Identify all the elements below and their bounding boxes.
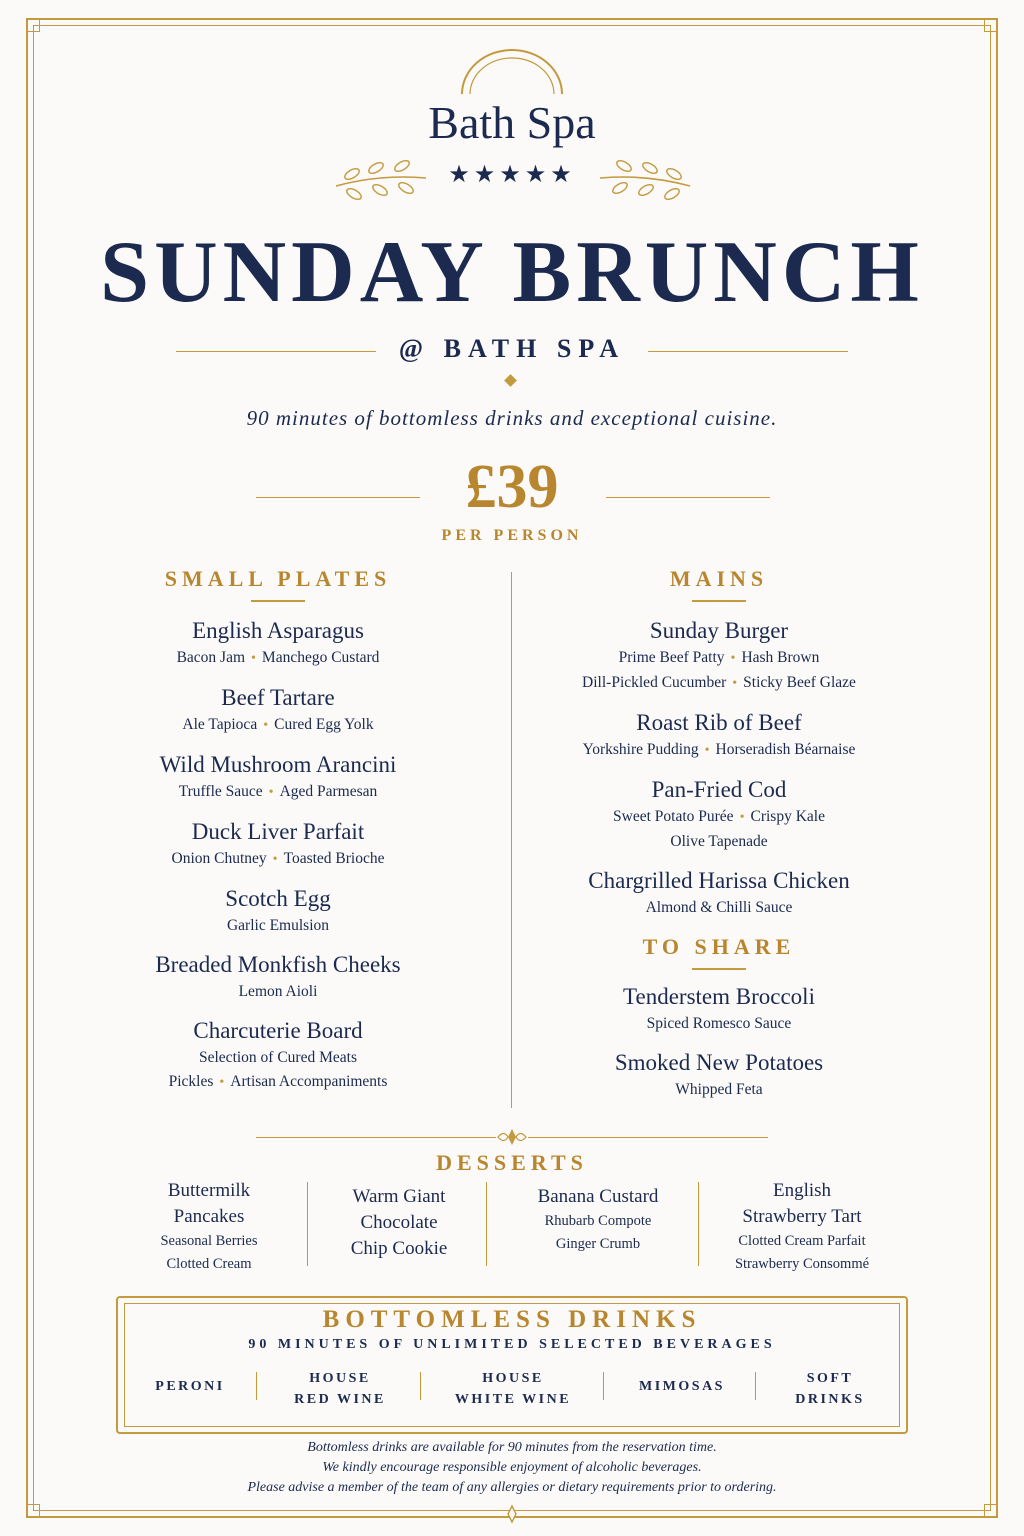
item-name: Breaded Monkfish Cheeks	[155, 952, 401, 977]
brand-name: Bath Spa	[428, 97, 596, 148]
drink-label: RED WINE	[294, 1392, 386, 1407]
item-name: Wild Mushroom Arancini	[159, 752, 397, 777]
item-name: Roast Rib of Beef	[636, 710, 802, 735]
item-description: Garlic Emulsion	[226, 917, 330, 934]
item-name: English Asparagus	[192, 618, 364, 643]
item-description: Clotted Cream	[166, 1256, 252, 1272]
item-description: Lemon Aioli	[238, 983, 318, 1000]
item-description: Yorkshire Pudding • Horseradish Béarnaise	[582, 741, 856, 758]
item-description: Olive Tapenade	[670, 833, 768, 850]
price-unit: PER PERSON	[441, 527, 583, 544]
drink-label: MIMOSAS	[639, 1379, 725, 1394]
item-name: Beef Tartare	[221, 685, 335, 710]
column-divider	[511, 572, 512, 1108]
drink-label: PERONI	[155, 1379, 225, 1394]
drinks-heading: BOTTOMLESS DRINKS	[322, 1306, 702, 1333]
divider	[528, 1137, 768, 1138]
drink-item	[612, 1376, 752, 1397]
item-name: Buttermilk	[167, 1180, 251, 1201]
item-description: Prime Beef Patty • Hash Brown	[618, 649, 820, 666]
corner-ornament	[26, 18, 40, 32]
item-name: Chip Cookie	[350, 1238, 448, 1259]
item-description: Almond & Chilli Sauce	[645, 899, 793, 916]
small-plates-section	[118, 566, 438, 1107]
item-name: Chocolate	[360, 1212, 438, 1233]
menu-item	[118, 750, 438, 805]
footer-notes	[0, 1438, 1024, 1498]
drink-label: WHITE WINE	[454, 1392, 572, 1407]
drink-item	[770, 1368, 890, 1410]
page-title: SUNDAY BRUNCH	[100, 224, 924, 321]
item-description: Truffle Sauce • Aged Parmesan	[178, 783, 378, 800]
item-name: Tenderstem Broccoli	[623, 984, 815, 1009]
drink-label: SOFT	[806, 1371, 854, 1386]
heading-underline	[692, 968, 746, 970]
item-name: Scotch Egg	[225, 886, 331, 911]
tagline: 90 minutes of bottomless drinks and exceptional cuisine.	[246, 406, 778, 430]
menu-item	[552, 866, 886, 920]
item-name: Banana Custard	[537, 1186, 659, 1207]
column-divider	[256, 1372, 257, 1400]
menu-item	[118, 884, 438, 938]
drink-label: DRINKS	[795, 1392, 865, 1407]
menu-item	[118, 616, 438, 671]
item-description: Clotted Cream Parfait	[738, 1233, 866, 1249]
item-name: Pancakes	[173, 1206, 245, 1227]
section-heading: DESSERTS	[436, 1150, 588, 1175]
heading-underline	[251, 600, 305, 602]
dessert-item	[318, 1184, 480, 1262]
corner-ornament	[26, 1504, 40, 1518]
drink-label: HOUSE	[309, 1371, 371, 1386]
price: £39	[465, 453, 559, 521]
section-heading: TO SHARE	[642, 934, 796, 959]
menu-item	[552, 616, 886, 696]
menu-item	[552, 1048, 886, 1102]
item-description: Bacon Jam • Manchego Custard	[176, 649, 380, 666]
fleur-icon	[496, 1127, 528, 1147]
drink-item	[264, 1368, 416, 1410]
menu-item	[118, 950, 438, 1004]
item-description: Seasonal Berries	[160, 1233, 258, 1249]
section-heading: MAINS	[669, 566, 769, 591]
item-description: Whipped Feta	[675, 1081, 763, 1098]
column-divider	[486, 1182, 487, 1266]
item-description: Pickles • Artisan Accompaniments	[168, 1073, 388, 1090]
drinks-subheading: 90 MINUTES OF UNLIMITED SELECTED BEVERAGES	[248, 1337, 776, 1352]
star-rating: ★★★★★	[448, 162, 576, 188]
item-name: Chargrilled Harissa Chicken	[588, 868, 850, 893]
divider	[256, 1137, 496, 1138]
menu-item	[118, 817, 438, 872]
dessert-item	[126, 1178, 292, 1276]
drink-label: HOUSE	[482, 1371, 544, 1386]
item-description: Ginger Crumb	[555, 1236, 641, 1252]
dessert-item	[500, 1184, 696, 1256]
item-description: Dill-Pickled Cucumber • Sticky Beef Glaze	[582, 674, 856, 691]
item-description: Sweet Potato Purée • Crispy Kale	[613, 808, 825, 825]
menu-item	[552, 775, 886, 854]
item-description: Rhubarb Compote	[544, 1213, 652, 1229]
corner-ornament	[984, 1504, 998, 1518]
arch-icon	[456, 44, 568, 96]
item-description: Ale Tapioca • Cured Egg Yolk	[182, 716, 374, 733]
corner-ornament	[984, 18, 998, 32]
divider	[648, 351, 848, 352]
fleur-icon	[500, 1504, 524, 1524]
item-name: Smoked New Potatoes	[614, 1050, 824, 1075]
item-name: Warm Giant	[352, 1186, 446, 1207]
column-divider	[698, 1182, 699, 1266]
menu-item	[552, 708, 886, 763]
menu-item	[118, 1016, 438, 1095]
menu-item	[118, 683, 438, 738]
column-divider	[603, 1372, 604, 1400]
section-heading: SMALL PLATES	[164, 566, 392, 591]
item-name: Duck Liver Parfait	[191, 819, 365, 844]
column-divider	[420, 1372, 421, 1400]
mains-section	[552, 566, 886, 1114]
item-name: Pan-Fried Cod	[651, 777, 787, 802]
footer-line: Bottomless drinks are available for 90 minutes from the reservation time.	[307, 1440, 717, 1455]
drink-item	[140, 1376, 240, 1397]
item-name: Strawberry Tart	[742, 1206, 862, 1227]
column-divider	[307, 1182, 308, 1266]
menu-item	[552, 982, 886, 1036]
item-description: Strawberry Consommé	[734, 1256, 870, 1272]
item-name: Sunday Burger	[649, 618, 789, 643]
item-name: Charcuterie Board	[193, 1018, 363, 1043]
divider	[606, 497, 770, 498]
subtitle: @ BATH SPA	[398, 334, 626, 363]
dessert-item	[710, 1178, 894, 1276]
footer-line: We kindly encourage responsible enjoyment of alcoholic beverages.	[322, 1460, 702, 1475]
drink-item	[428, 1368, 598, 1410]
item-description: Spiced Romesco Sauce	[646, 1015, 792, 1032]
column-divider	[755, 1372, 756, 1400]
laurel-right-icon	[596, 156, 696, 204]
item-name: English	[772, 1180, 832, 1201]
footer-line: Please advise a member of the team of any allergies or dietary requirements prior to ordering.	[247, 1480, 777, 1495]
heading-underline	[692, 600, 746, 602]
item-description: Selection of Cured Meats	[199, 1049, 357, 1066]
item-description: Onion Chutney • Toasted Brioche	[171, 850, 385, 867]
